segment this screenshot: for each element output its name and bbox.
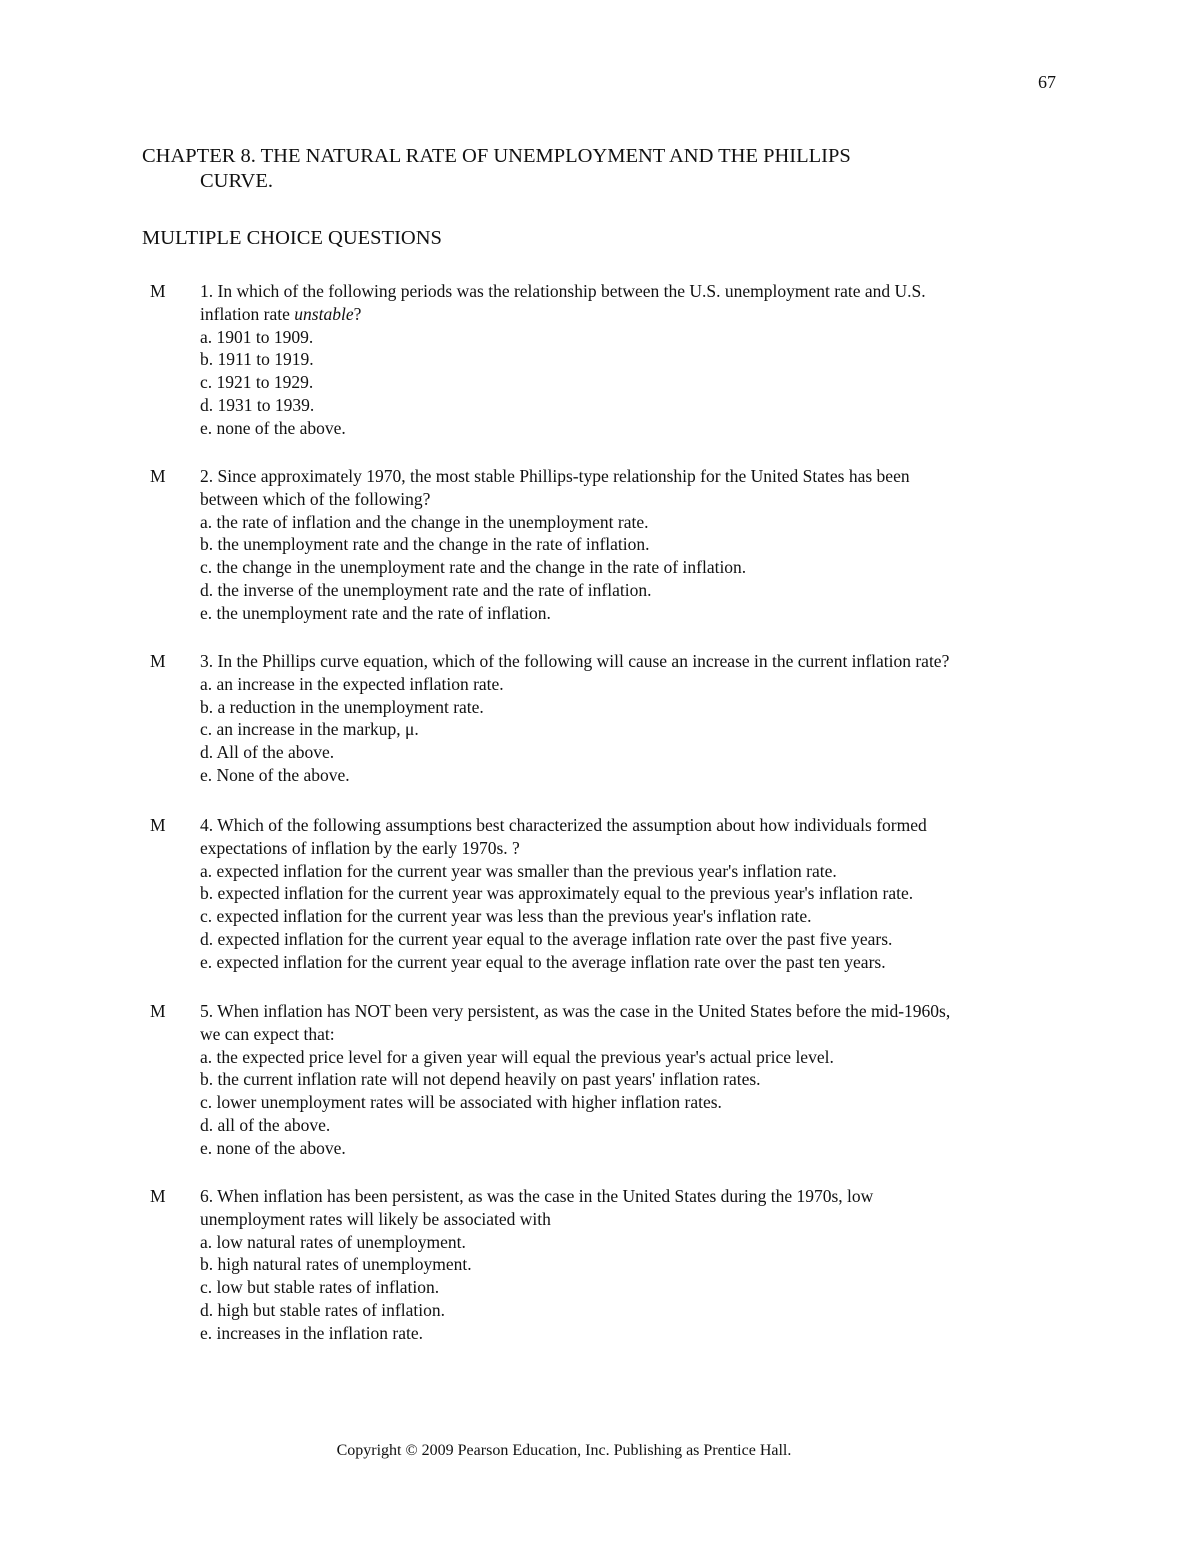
chapter-title-line-2: CURVE. — [200, 170, 273, 192]
question-stem-line: between which of the following? — [200, 488, 431, 509]
answer-option: d. All of the above. — [200, 742, 335, 763]
answer-option: c. expected inflation for the current year was less than the previous year's inflation rate. — [200, 906, 812, 927]
answer-option: b. the unemployment rate and the change in the rate of inflation. — [200, 534, 650, 555]
chapter-title-line-1: CHAPTER 8. THE NATURAL RATE OF UNEMPLOYMENT AND THE PHILLIPS — [142, 145, 851, 167]
answer-option: b. a reduction in the unemployment rate. — [200, 696, 484, 717]
question-stem-line: 4. Which of the following assumptions best characterized the assumption about how individuals formed — [200, 815, 927, 835]
question-stem-line: 6. When inflation has been persistent, as was the case in the United States during the 1970s, low — [200, 1186, 874, 1206]
answer-option: e. the unemployment rate and the rate of inflation. — [200, 602, 551, 623]
answer-option: e. increases in the inflation rate. — [200, 1322, 424, 1343]
question-level: M — [150, 1186, 166, 1206]
question-stem-line: we can expect that: — [200, 1023, 335, 1044]
question-body — [200, 1000, 1080, 1160]
question-stem-line: 1. In which of the following periods was the relationship between the U.S. unemployment rate and U.S. — [200, 281, 926, 301]
question-body — [200, 650, 1080, 787]
answer-option: c. 1921 to 1929. — [200, 372, 314, 393]
answer-option: e. none of the above. — [200, 417, 346, 438]
answer-option: d. the inverse of the unemployment rate and the rate of inflation. — [200, 579, 652, 600]
question-stem-line: 2. Since approximately 1970, the most stable Phillips-type relationship for the United States has been — [200, 466, 910, 486]
question-stem-line — [200, 303, 1080, 326]
answer-option: a. the rate of inflation and the change in the unemployment rate. — [200, 511, 649, 532]
answer-option: c. an increase in the markup, μ. — [200, 719, 419, 740]
answer-option: b. 1911 to 1919. — [200, 349, 314, 370]
question-5 — [150, 1000, 1080, 1160]
question-level: M — [150, 1001, 166, 1021]
question-level: M — [150, 281, 166, 301]
copyright-footer: Copyright © 2009 Pearson Education, Inc. Publishing as Prentice Hall. — [336, 1442, 792, 1459]
answer-option: c. lower unemployment rates will be associated with higher inflation rates. — [200, 1092, 722, 1113]
answer-option: b. high natural rates of unemployment. — [200, 1254, 472, 1275]
chapter-title — [142, 144, 1042, 194]
question-stem-text: inflation rate — [200, 303, 295, 324]
question-body — [200, 814, 1080, 974]
answer-option: a. 1901 to 1909. — [200, 326, 314, 347]
page-number: 67 — [1038, 72, 1056, 92]
answer-option: a. expected inflation for the current year was smaller than the previous year's inflation rate. — [200, 860, 837, 881]
answer-option: b. expected inflation for the current year was approximately equal to the previous year's inflation rate. — [200, 883, 914, 904]
section-title: MULTIPLE CHOICE QUESTIONS — [142, 227, 442, 249]
question-stem-line: unemployment rates will likely be associated with — [200, 1208, 551, 1229]
answer-option: d. expected inflation for the current year equal to the average inflation rate over the past five years. — [200, 928, 893, 949]
answer-option: a. an increase in the expected inflation rate. — [200, 673, 504, 694]
answer-option: e. expected inflation for the current year equal to the average inflation rate over the past ten years. — [200, 951, 886, 972]
question-body — [200, 465, 1080, 625]
question-stem-line: 3. In the Phillips curve equation, which of the following will cause an increase in the current inflation rate? — [200, 651, 950, 671]
answer-option: a. the expected price level for a given year will equal the previous year's actual price level. — [200, 1046, 834, 1067]
answer-option: c. the change in the unemployment rate and the change in the rate of inflation. — [200, 557, 747, 578]
answer-option: d. high but stable rates of inflation. — [200, 1299, 445, 1320]
answer-option: e. None of the above. — [200, 764, 350, 785]
answer-option: e. none of the above. — [200, 1137, 346, 1158]
answer-option: b. the current inflation rate will not depend heavily on past years' inflation rates. — [200, 1069, 761, 1090]
answer-option: a. low natural rates of unemployment. — [200, 1231, 466, 1252]
question-1 — [150, 280, 1080, 440]
question-level: M — [150, 651, 166, 671]
question-6 — [150, 1185, 1080, 1345]
question-4 — [150, 814, 1080, 974]
question-body — [200, 280, 1080, 440]
question-3 — [150, 650, 1080, 787]
question-stem-emphasis: unstable — [294, 303, 354, 324]
question-body — [200, 1185, 1080, 1345]
answer-option: d. 1931 to 1939. — [200, 394, 315, 415]
question-level: M — [150, 466, 166, 486]
answer-option: c. low but stable rates of inflation. — [200, 1277, 440, 1298]
answer-option: d. all of the above. — [200, 1114, 331, 1135]
question-stem-line: expectations of inflation by the early 1970s. ? — [200, 837, 520, 858]
question-level: M — [150, 815, 166, 835]
question-stem-tail: ? — [353, 303, 362, 324]
question-stem-line: 5. When inflation has NOT been very persistent, as was the case in the United States before the mid-1960s, — [200, 1001, 951, 1021]
question-2 — [150, 465, 1080, 625]
